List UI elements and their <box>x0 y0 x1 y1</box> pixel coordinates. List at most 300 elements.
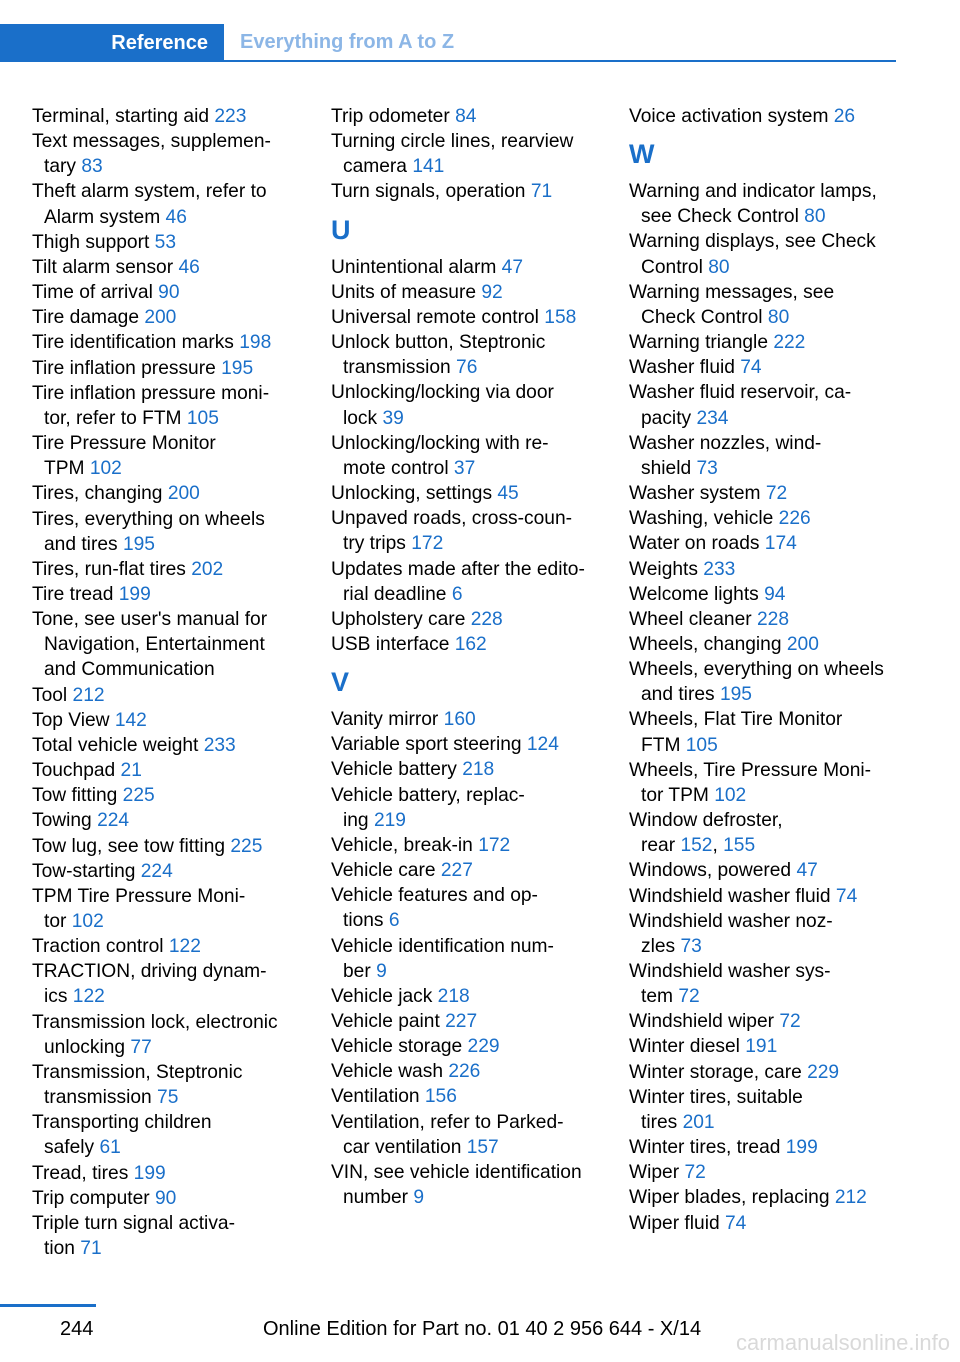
entry-term: Washer nozzles, wind- <box>629 432 822 454</box>
entry-term: Vehicle features and op- <box>331 885 538 907</box>
index-column-1 <box>32 104 322 1261</box>
entry-term: Unpaved roads, cross-coun- <box>331 508 573 530</box>
entry-term: Vehicle paint <box>331 1011 446 1032</box>
entry-term: Washer fluid reservoir, ca- <box>629 382 852 404</box>
index-entry <box>32 330 322 355</box>
index-entry <box>32 733 322 758</box>
entry-term: Washer fluid <box>629 357 741 379</box>
page-link[interactable]: 226 <box>778 508 811 530</box>
index-entry <box>32 959 322 1009</box>
page-link[interactable]: 21 <box>120 760 142 782</box>
entry-term: Vehicle identification num- <box>331 935 554 957</box>
index-entry <box>32 1161 322 1186</box>
page-link[interactable]: 72 <box>684 1162 706 1184</box>
index-entry <box>331 757 621 782</box>
index-entry <box>32 1060 322 1110</box>
entry-term: Variable sport steering <box>331 734 527 756</box>
page-link[interactable]: 228 <box>756 608 789 630</box>
page-link[interactable]: 222 <box>773 332 806 354</box>
page-link[interactable]: 212 <box>72 684 105 706</box>
entry-term: Ventilation <box>331 1086 425 1108</box>
index-entry <box>331 104 621 129</box>
index-entry <box>629 808 919 858</box>
entry-term: Transmission lock, electronic <box>32 1011 278 1033</box>
page-link[interactable]: 156 <box>424 1086 457 1108</box>
entry-term: Trip odometer <box>331 106 456 127</box>
entry-term: Control <box>641 256 709 278</box>
entry-term: Total vehicle weight <box>32 734 204 756</box>
index-entry <box>629 607 919 632</box>
index-entry <box>331 883 621 933</box>
entry-term: Welcome lights <box>629 583 765 605</box>
page-link[interactable]: 77 <box>130 1036 152 1058</box>
entry-term: and tires <box>44 533 123 555</box>
entry-term: Wheel cleaner <box>629 608 757 630</box>
index-entry <box>32 104 322 129</box>
entry-term: Windshield washer sys- <box>629 961 831 982</box>
index-entry <box>331 607 621 632</box>
page-link[interactable]: 234 <box>696 407 729 429</box>
page-link[interactable]: 105 <box>186 407 219 429</box>
entry-term: mote control <box>343 457 454 479</box>
index-entry <box>629 104 919 129</box>
page-link[interactable]: 212 <box>834 1187 867 1209</box>
entry-term: Tread, tires <box>32 1162 134 1184</box>
page-link[interactable]: 74 <box>835 885 858 907</box>
page-link[interactable]: 201 <box>682 1111 715 1133</box>
page-link[interactable]: 174 <box>764 533 797 555</box>
entry-term: tor TPM <box>641 784 715 806</box>
index-entry <box>331 984 621 1009</box>
page-link[interactable]: 80 <box>767 306 790 328</box>
page-link[interactable]: 195 <box>221 357 254 379</box>
entry-term: Universal remote control <box>331 306 545 328</box>
index-entry <box>331 280 621 305</box>
entry-term: TPM Tire Pressure Moni- <box>32 885 246 907</box>
entry-term: Winter tires, suitable <box>629 1086 803 1108</box>
entry-term: tem <box>641 986 679 1008</box>
page-link[interactable]: 225 <box>230 835 263 857</box>
page-link[interactable]: 122 <box>168 936 201 958</box>
entry-term: ing <box>343 809 374 831</box>
index-entry <box>331 1110 621 1160</box>
footer-rule <box>0 1304 96 1307</box>
entry-term: Tire tread <box>32 583 119 605</box>
page-link[interactable]: 227 <box>445 1011 478 1032</box>
page-link[interactable]: 233 <box>203 734 236 756</box>
index-entry <box>32 1211 322 1261</box>
section-letter: W <box>629 139 655 170</box>
page-link[interactable]: 191 <box>745 1036 778 1058</box>
index-entry <box>331 481 621 506</box>
page-link[interactable]: 200 <box>786 633 819 655</box>
page-link[interactable]: 83 <box>81 156 103 178</box>
edition-note: Online Edition for Part no. 01 40 2 956 644 - X/14 <box>263 1318 702 1340</box>
entry-term: Vehicle storage <box>331 1036 468 1058</box>
index-entry <box>629 758 919 808</box>
index-entry <box>32 179 322 229</box>
entry-term: Wheels, changing <box>629 633 787 655</box>
entry-term: unlocking <box>44 1036 131 1058</box>
page-link[interactable]: 200 <box>167 483 200 505</box>
entry-term: Window defroster, <box>629 810 783 832</box>
page-link[interactable]: 75 <box>157 1087 179 1109</box>
entry-term: Weights <box>629 558 704 580</box>
entry-term: Ventilation, refer to Parked- <box>331 1111 564 1133</box>
index-entry <box>629 1211 919 1236</box>
entry-term: Text messages, supplemen- <box>32 131 271 153</box>
entry-term: shield <box>641 457 697 479</box>
entry-term: Tire damage <box>32 307 145 329</box>
entry-term: Wiper blades, replacing <box>629 1187 835 1209</box>
index-entry <box>331 1084 621 1109</box>
index-entry <box>629 179 919 229</box>
page-link[interactable]: 198 <box>239 332 272 354</box>
index-entry <box>32 758 322 783</box>
page-separator: , <box>712 835 724 857</box>
page-link[interactable]: 200 <box>144 307 177 329</box>
entry-term: Transporting children <box>32 1112 212 1134</box>
entry-term: USB interface <box>331 633 455 655</box>
index-entry <box>331 179 621 204</box>
index-entry <box>331 833 621 858</box>
page-link[interactable]: 72 <box>779 1011 801 1033</box>
page-link[interactable]: 142 <box>114 709 147 731</box>
entry-term: Touchpad <box>32 760 121 782</box>
entry-term: Tow-starting <box>32 860 141 882</box>
entry-term: Transmission, Steptronic <box>32 1061 243 1083</box>
page-link[interactable]: 160 <box>443 709 476 731</box>
index-entry <box>629 506 919 531</box>
entry-term: Thigh support <box>32 231 155 253</box>
page-link[interactable]: 74 <box>724 1212 747 1234</box>
entry-term: Tire identification marks <box>32 332 240 354</box>
entry-term: Navigation, Entertainment <box>44 634 265 656</box>
entry-term: Tire Pressure Monitor <box>32 433 216 455</box>
entry-term: ics <box>44 986 73 1008</box>
index-entry <box>629 1034 919 1059</box>
entry-term: Time of arrival <box>32 282 159 304</box>
index-entry <box>629 909 919 959</box>
entry-term: Upholstery care <box>331 608 471 630</box>
entry-term: Turning circle lines, rearview <box>331 131 574 153</box>
entry-term: Water on roads <box>629 533 765 555</box>
index-entry <box>331 1059 621 1084</box>
index-entry <box>629 1160 919 1185</box>
index-entry <box>629 884 919 909</box>
entry-term: Tire inflation pressure moni- <box>32 382 270 404</box>
index-entry <box>331 1009 621 1034</box>
index-entry <box>32 557 322 582</box>
entry-term: Tow lug, see tow fitting <box>32 835 231 857</box>
entry-term: Vehicle care <box>331 860 441 882</box>
page-link[interactable]: 80 <box>708 256 730 278</box>
entry-term: Warning triangle <box>629 332 774 354</box>
page-link[interactable]: 172 <box>478 834 511 856</box>
entry-term: Tone, see user's manual for <box>32 609 268 631</box>
entry-term: camera <box>343 156 413 178</box>
page-link[interactable]: 152 <box>680 835 713 857</box>
entry-term: number <box>343 1187 414 1209</box>
page-link[interactable]: 9 <box>413 1187 425 1209</box>
page-link[interactable]: 102 <box>89 458 122 480</box>
page-link[interactable]: 90 <box>154 1187 177 1209</box>
page-link[interactable]: 195 <box>719 684 752 706</box>
entry-term: Tire inflation pressure <box>32 357 222 379</box>
entry-term: lock <box>343 407 383 429</box>
page-link[interactable]: 202 <box>191 558 224 580</box>
index-entry <box>32 431 322 481</box>
index-entry <box>331 255 621 280</box>
page-link[interactable]: 46 <box>178 256 200 278</box>
index-entry <box>32 808 322 833</box>
index-entry <box>32 884 322 934</box>
page-link[interactable]: 218 <box>437 985 470 1007</box>
section-letter: U <box>331 214 351 245</box>
entry-term: transmission <box>343 357 457 379</box>
page-link[interactable]: 80 <box>804 206 826 228</box>
index-entry <box>629 959 919 1009</box>
page-link[interactable]: 195 <box>122 533 155 555</box>
page-link[interactable]: 39 <box>382 407 404 429</box>
entry-term: FTM <box>641 734 686 756</box>
entry-term: Vehicle battery, replac- <box>331 784 525 806</box>
entry-term: TPM <box>44 458 90 480</box>
index-entry <box>331 783 621 833</box>
page-link[interactable]: 199 <box>118 583 151 605</box>
page-link[interactable]: 73 <box>680 935 702 957</box>
index-entry <box>331 506 621 556</box>
page-link[interactable]: 102 <box>71 911 104 932</box>
entry-term: Winter tires, tread <box>629 1137 786 1159</box>
entry-term: tary <box>44 156 82 178</box>
page-link[interactable]: 61 <box>99 1137 121 1159</box>
entry-term: Vehicle battery <box>331 759 463 781</box>
page-link[interactable]: 6 <box>388 910 400 932</box>
entry-term: transmission <box>44 1087 158 1109</box>
entry-term: Traction control <box>32 936 169 958</box>
index-entry <box>629 229 919 279</box>
page-link[interactable]: 102 <box>714 784 747 806</box>
entry-term: Trip computer <box>32 1187 155 1209</box>
page-link[interactable]: 155 <box>723 835 756 857</box>
page-link[interactable]: 76 <box>456 357 478 379</box>
entry-term: and Communication <box>44 659 215 681</box>
index-entry <box>629 1085 919 1135</box>
entry-term: Towing <box>32 810 98 832</box>
entry-term: rear <box>641 835 681 857</box>
page-link[interactable]: 6 <box>451 583 463 605</box>
entry-term: Alarm system <box>44 206 166 228</box>
entry-term: Turn signals, operation <box>331 181 531 203</box>
page-link[interactable]: 228 <box>470 608 503 630</box>
page-link[interactable]: 124 <box>526 734 559 756</box>
index-entry <box>629 380 919 430</box>
entry-term: Vehicle jack <box>331 985 438 1007</box>
index-entry <box>32 934 322 959</box>
entry-term: Tilt alarm sensor <box>32 256 179 278</box>
index-entry <box>331 557 621 607</box>
page-link[interactable]: 47 <box>501 256 523 278</box>
page-link[interactable]: 157 <box>466 1136 499 1158</box>
entry-term: Vehicle wash <box>331 1061 449 1083</box>
index-entry <box>629 355 919 380</box>
page-link[interactable]: 223 <box>214 106 247 127</box>
page-link[interactable]: 224 <box>97 810 130 832</box>
page-link[interactable]: 158 <box>544 306 577 328</box>
index-entry <box>331 431 621 481</box>
index-entry <box>629 481 919 506</box>
index-entry <box>331 1160 621 1210</box>
page-link[interactable]: 229 <box>467 1036 500 1058</box>
entry-term: Unlocking/locking via door <box>331 382 554 404</box>
index-entry <box>32 305 322 330</box>
index-entry <box>629 1009 919 1034</box>
page-link[interactable]: 226 <box>448 1061 481 1083</box>
index-entry <box>331 129 621 179</box>
page-link[interactable]: 72 <box>765 483 788 505</box>
page-link[interactable]: 122 <box>72 986 105 1008</box>
index-entry <box>629 657 919 707</box>
watermark: carmanualsonline.info <box>735 1330 950 1355</box>
entry-term: Units of measure <box>331 281 482 303</box>
page-link[interactable]: 94 <box>764 583 786 605</box>
index-entry <box>331 632 621 657</box>
entry-term: Tool <box>32 684 73 706</box>
page-link[interactable]: 199 <box>785 1137 818 1159</box>
page-link[interactable]: 71 <box>530 181 553 203</box>
index-entry <box>331 707 621 732</box>
entry-term: Wheels, Flat Tire Monitor <box>629 709 843 731</box>
page-link[interactable]: 162 <box>454 633 487 655</box>
page-link[interactable]: 26 <box>833 106 856 127</box>
index-entry <box>32 1010 322 1060</box>
page-link[interactable]: 233 <box>703 558 736 580</box>
entry-term: Unlocking, settings <box>331 483 498 505</box>
page-link[interactable]: 9 <box>376 960 387 982</box>
entry-term: ber <box>343 960 377 982</box>
page-link[interactable]: 73 <box>696 457 718 479</box>
tab-everything-a-to-z[interactable]: Everything from A to Z <box>240 31 455 53</box>
entry-term: Top View <box>32 709 115 731</box>
page-link[interactable]: 84 <box>455 106 477 127</box>
page-link[interactable]: 72 <box>678 986 700 1008</box>
entry-term: tions <box>343 910 389 932</box>
page-link[interactable]: 219 <box>373 809 406 831</box>
entry-term: Tow fitting <box>32 785 123 807</box>
page-link[interactable]: 74 <box>740 357 762 379</box>
entry-term: rial deadline <box>343 583 452 605</box>
index-entry <box>331 858 621 883</box>
entry-term: VIN, see vehicle identification <box>331 1161 582 1183</box>
entry-term: Theft alarm system, refer to <box>32 181 267 203</box>
entry-term: Wiper <box>629 1162 685 1184</box>
index-entry <box>331 380 621 430</box>
index-entry <box>32 1186 322 1211</box>
page-link[interactable]: 53 <box>154 231 177 253</box>
entry-term: Washer system <box>629 483 766 505</box>
index-entry <box>331 305 621 330</box>
index-entry <box>32 381 322 431</box>
page-link[interactable]: 71 <box>80 1238 102 1260</box>
index-entry <box>629 858 919 883</box>
header-bar <box>0 24 896 62</box>
entry-term: Vanity mirror <box>331 709 444 731</box>
index-column-3 <box>629 104 919 1236</box>
index-entry <box>32 708 322 733</box>
entry-term: Winter storage, care <box>629 1061 808 1083</box>
page-link[interactable]: 47 <box>796 860 818 882</box>
entry-term: Windshield wiper <box>629 1011 780 1033</box>
index-entry <box>32 607 322 682</box>
entry-term: Unlock button, Steptronic <box>331 332 546 354</box>
index-entry <box>629 1185 919 1210</box>
entry-term: Tires, run-flat tires <box>32 558 192 580</box>
entry-term: and tires <box>641 684 720 706</box>
index-entry <box>629 531 919 556</box>
entry-term: tor, refer to FTM <box>44 407 187 429</box>
page-link[interactable]: 224 <box>140 860 173 882</box>
index-entry <box>331 1034 621 1059</box>
page-link[interactable]: 92 <box>481 281 503 303</box>
page-link[interactable]: 199 <box>133 1162 166 1184</box>
index-entry <box>32 481 322 506</box>
index-entry <box>32 280 322 305</box>
page-link[interactable]: 90 <box>158 282 180 304</box>
index-entry <box>331 934 621 984</box>
entry-term: Windshield washer noz- <box>629 910 833 932</box>
tab-reference[interactable]: Reference <box>0 24 224 62</box>
index-entry <box>32 582 322 607</box>
index-entry <box>32 859 322 884</box>
index-entry <box>331 732 621 757</box>
page-link[interactable]: 46 <box>165 206 187 228</box>
index-entry <box>32 356 322 381</box>
entry-term: pacity <box>641 407 697 429</box>
page-link[interactable]: 141 <box>412 156 445 178</box>
entry-term: tor <box>44 911 72 932</box>
header-rule <box>0 60 896 62</box>
page-link[interactable]: 225 <box>122 785 155 807</box>
entry-term: Washing, vehicle <box>629 508 779 530</box>
entry-term: Windshield washer fluid <box>629 885 836 907</box>
page-link[interactable]: 229 <box>807 1061 840 1083</box>
entry-term: Voice activation system <box>629 106 834 127</box>
entry-term: Terminal, starting aid <box>32 106 215 127</box>
index-entry <box>629 582 919 607</box>
index-entry <box>629 632 919 657</box>
index-entry <box>331 330 621 380</box>
page-link[interactable]: 45 <box>497 483 519 505</box>
index-entry <box>32 129 322 179</box>
page-link[interactable]: 227 <box>440 860 473 882</box>
page-link[interactable]: 37 <box>453 457 476 479</box>
entry-term: Tires, everything on wheels <box>32 508 265 530</box>
index-entry <box>629 1060 919 1085</box>
page-link[interactable]: 172 <box>411 533 444 555</box>
index-entry <box>629 557 919 582</box>
index-column-2 <box>331 104 621 1210</box>
page-link[interactable]: 105 <box>685 734 718 756</box>
entry-term: zles <box>641 935 681 957</box>
index-entry <box>32 230 322 255</box>
entry-term: Wheels, everything on wheels <box>629 659 884 681</box>
index-entry <box>629 707 919 757</box>
page-link[interactable]: 218 <box>462 759 495 781</box>
index-entry <box>629 280 919 330</box>
entry-term: Wiper fluid <box>629 1212 725 1234</box>
entry-term: Winter diesel <box>629 1036 746 1058</box>
